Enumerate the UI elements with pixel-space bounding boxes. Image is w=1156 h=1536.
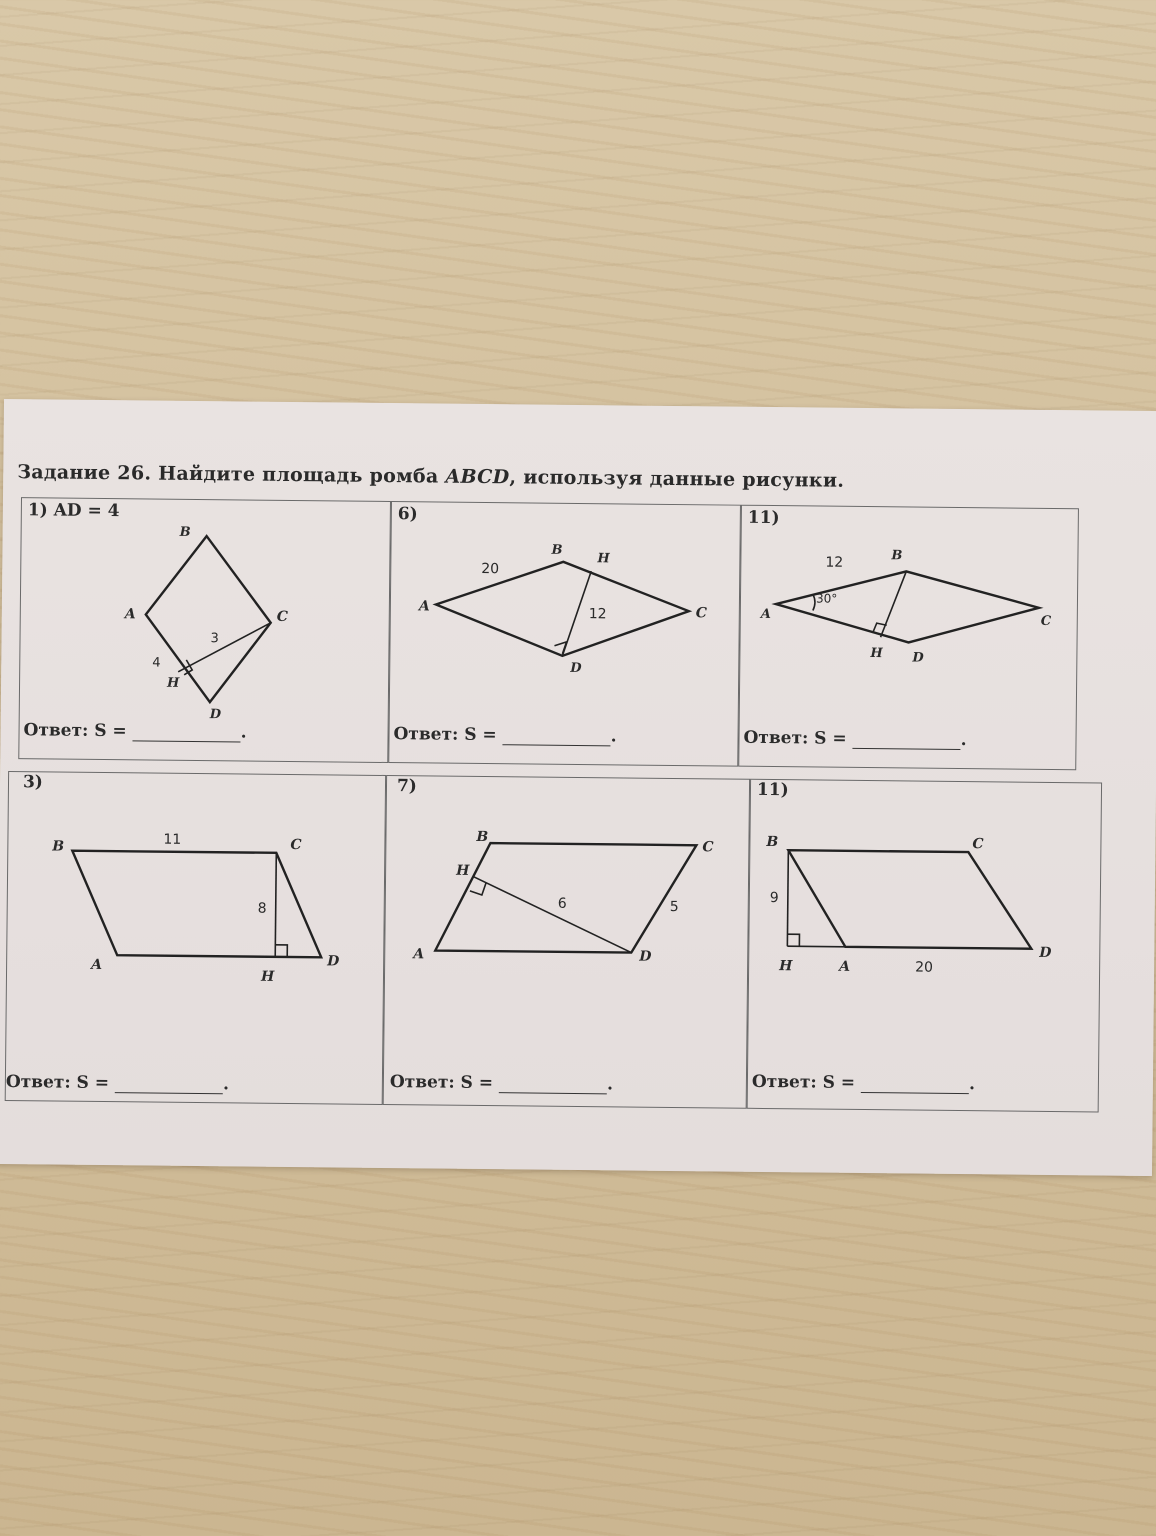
cell-11b [747,779,1102,1113]
right-angle-mark [787,934,799,946]
answer-line: Ответ: S = . [389,1072,614,1095]
height-ch [275,853,276,957]
point-c: C [276,608,289,625]
angle-arc [813,594,815,610]
point-h: H [166,675,180,691]
value-dh: 12 [588,606,607,623]
figure-1 [19,518,391,742]
task-figure-name: ABCD [445,465,510,489]
task-number: Задание 26. [17,461,152,485]
answer-line: Ответ: S = . [5,1072,230,1095]
value-angle: 30° [815,591,838,606]
point-d: D [327,953,340,970]
task-title [17,461,844,492]
answer-blank[interactable] [503,730,611,746]
value-ch: 3 [210,631,219,647]
point-a: A [413,946,425,963]
answer-blank[interactable] [133,726,241,742]
value-ab: 20 [481,560,500,578]
height-bh [881,571,907,637]
figure-6 [389,522,741,746]
cell-label: 6) [397,504,418,525]
rhombus-abcd [145,535,272,702]
cell-3 [5,771,386,1105]
value-ad: 20 [915,959,934,976]
point-a: A [839,958,851,975]
answer-blank[interactable] [853,734,961,750]
point-c: C [290,836,302,854]
figure-11b [749,800,1103,1024]
point-a: A [760,606,771,623]
rhombus-abcd [787,850,1032,949]
cell-label: 1) AD = 4 [27,500,120,522]
figure-3 [7,792,387,1016]
answer-line: Ответ: S = . [23,720,247,743]
point-d: D [209,707,222,723]
answer-blank[interactable] [499,1078,607,1094]
point-c: C [972,836,984,853]
point-b: B [551,542,563,558]
answer-line: Ответ: S = . [393,724,617,747]
point-b: B [766,833,779,851]
point-d: D [570,660,582,677]
right-angle-mark [275,945,287,957]
point-b: B [179,524,191,540]
task-suffix: , используя данные рисунки. [509,466,845,492]
height-bh [787,850,788,946]
answer-line: Ответ: S = . [743,727,967,751]
value-dh: 6 [557,895,567,912]
cell-6 [388,501,741,767]
cell-7 [383,775,750,1109]
point-h: H [597,551,610,567]
point-h: H [260,968,275,985]
task-text: Найдите площадь ромба [151,462,446,488]
value-ah: 4 [152,655,161,671]
point-c: C [702,839,714,856]
point-a: A [418,598,430,615]
point-h: H [870,646,883,662]
cell-label: 3) [22,772,44,793]
value-bc: 11 [163,831,182,848]
extension-ha [787,946,845,947]
answer-blank[interactable] [115,1078,223,1094]
answer-line: Ответ: S = . [751,1071,976,1095]
height-dh [473,877,632,953]
point-c: C [1040,613,1052,629]
rhombus-abcd [71,851,322,958]
right-angle-mark [470,883,486,895]
point-b: B [476,828,489,846]
point-c: C [695,605,708,622]
figure-7 [385,796,751,1020]
point-a: A [124,606,136,623]
cell-label: 7) [396,776,417,797]
answer-blank[interactable] [861,1078,969,1094]
point-a: A [91,956,103,974]
point-h: H [779,958,793,975]
point-b: B [891,548,903,564]
figure-11a [739,526,1079,750]
value-cd: 5 [669,898,679,916]
cell-label: 11) [756,779,789,801]
worksheet-paper [0,399,1156,1176]
cell-1 [18,497,391,763]
height-ch [178,622,271,673]
value-bh: 9 [769,890,779,907]
point-d: D [1039,944,1052,961]
value-ab: 12 [825,554,844,571]
cell-label: 11) [747,507,780,529]
cell-11a [738,505,1079,771]
point-h: H [456,862,470,879]
point-d: D [912,650,924,666]
point-b: B [52,838,65,855]
value-ch: 8 [257,900,267,917]
point-d: D [639,948,652,965]
